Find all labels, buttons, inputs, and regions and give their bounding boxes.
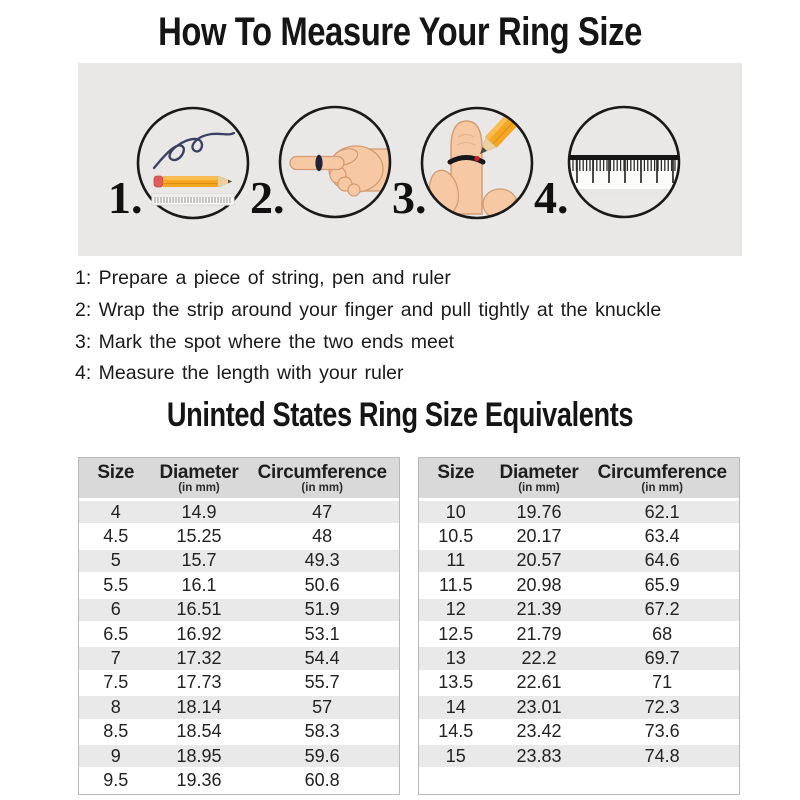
cell-size: 10 <box>445 501 466 522</box>
cell-diameter: 16.1 <box>181 574 217 595</box>
cell-diameter: 23.42 <box>516 721 562 742</box>
cell-size: 7 <box>110 648 121 669</box>
cell-circumference: 47 <box>312 501 333 522</box>
cell-circumference: 72.3 <box>644 696 680 717</box>
pencil-marking-string-icon <box>420 106 534 220</box>
cell-size: 11.5 <box>438 574 473 595</box>
cell-circumference: 74.8 <box>644 745 680 766</box>
cell-circumference: 60.8 <box>304 769 340 790</box>
table-row <box>419 696 739 720</box>
cell-size: 13 <box>445 648 466 669</box>
column-header-diameter: Diameter (in mm) <box>159 462 239 494</box>
table-row <box>419 745 739 769</box>
column-header-circumference: Circumference (in mm) <box>597 462 727 494</box>
table-row <box>79 745 399 769</box>
cell-size: 5 <box>110 550 121 571</box>
cell-size: 8.5 <box>103 721 129 742</box>
cell-diameter: 17.32 <box>176 648 222 669</box>
table-row <box>79 599 399 623</box>
table-row <box>419 501 739 525</box>
cell-size: 12.5 <box>438 623 474 644</box>
unit-note: (in mm) <box>178 482 220 494</box>
cell-diameter: 22.61 <box>516 672 562 693</box>
table-row <box>419 550 739 574</box>
ruler-icon <box>567 105 681 219</box>
cell-diameter: 23.83 <box>516 745 562 766</box>
step-2-number: 2. <box>250 172 285 223</box>
cell-size: 9.5 <box>103 769 129 790</box>
cell-diameter: 18.14 <box>176 696 222 717</box>
cell-circumference: 48 <box>312 526 333 547</box>
cell-size: 13.5 <box>438 672 474 693</box>
cell-diameter: 22.2 <box>521 648 557 669</box>
cell-size: 11 <box>446 550 466 571</box>
cell-size: 6 <box>110 599 121 620</box>
column-header-diameter: Diameter (in mm) <box>499 462 579 494</box>
table-header <box>79 458 399 501</box>
cell-circumference: 59.6 <box>304 745 340 766</box>
column-header-size: Size <box>437 462 475 483</box>
cell-circumference: 51.9 <box>304 599 340 620</box>
table-row <box>79 550 399 574</box>
cell-circumference: 54.4 <box>304 648 340 669</box>
cell-diameter: 16.92 <box>176 623 222 644</box>
table-row <box>79 721 399 745</box>
cell-diameter: 19.36 <box>176 769 222 790</box>
cell-size: 8 <box>110 696 121 717</box>
table-header <box>419 458 739 501</box>
cell-size: 9 <box>110 745 121 766</box>
cell-circumference: 71 <box>652 672 673 693</box>
cell-diameter: 16.51 <box>176 599 222 620</box>
cell-diameter: 15.7 <box>181 550 217 571</box>
cell-diameter: 14.9 <box>181 501 217 522</box>
unit-note: (in mm) <box>301 482 343 494</box>
unit-note: (in mm) <box>518 482 560 494</box>
step-3-number: 3. <box>392 172 427 223</box>
cell-circumference: 73.6 <box>644 721 680 742</box>
cell-size: 4.5 <box>103 526 129 547</box>
cell-diameter: 21.79 <box>516 623 562 644</box>
cell-diameter: 18.54 <box>176 721 222 742</box>
table-row <box>79 525 399 549</box>
table-row <box>419 647 739 671</box>
instruction-step-4: 4: Measure the length with your ruler <box>75 362 404 385</box>
cell-size: 7.5 <box>103 672 129 693</box>
instruction-step-3: 3: Mark the spot where the two ends meet <box>75 330 455 353</box>
cell-diameter: 17.73 <box>176 672 222 693</box>
cell-size: 10.5 <box>438 526 474 547</box>
cell-diameter: 21.39 <box>516 599 562 620</box>
steps-illustration-banner <box>78 63 742 256</box>
step-4-number: 4. <box>534 172 569 223</box>
size-chart-title: Uninted States Ring Size Equivalents <box>166 396 634 434</box>
table-row <box>79 647 399 671</box>
table-row <box>419 599 739 623</box>
table-body <box>79 501 399 794</box>
cell-size: 14.5 <box>438 721 474 742</box>
cell-size: 4 <box>110 501 121 522</box>
cell-circumference: 69.7 <box>644 648 680 669</box>
cell-diameter: 20.17 <box>516 526 562 547</box>
step-1-number: 1. <box>108 172 143 223</box>
ring-size-table-right <box>418 457 740 795</box>
cell-size: 14 <box>445 696 466 717</box>
cell-size: 6.5 <box>103 623 129 644</box>
page-title: How To Measure Your Ring Size <box>158 10 642 54</box>
table-row <box>419 721 739 745</box>
cell-circumference: 55.7 <box>304 672 340 693</box>
cell-diameter: 20.98 <box>516 574 562 595</box>
unit-note: (in mm) <box>641 482 683 494</box>
cell-circumference: 53.1 <box>304 623 340 644</box>
table-row <box>419 623 739 647</box>
cell-size: 15 <box>445 745 466 766</box>
table-body <box>419 501 739 769</box>
cell-circumference: 50.6 <box>304 574 340 595</box>
cell-circumference: 67.2 <box>644 599 680 620</box>
table-row <box>79 672 399 696</box>
instruction-step-1: 1: Prepare a piece of string, pen and ruler <box>75 267 451 289</box>
cell-circumference: 58.3 <box>304 721 340 742</box>
table-row <box>79 696 399 720</box>
cell-circumference: 68 <box>652 623 673 644</box>
cell-circumference: 65.9 <box>644 574 680 595</box>
cell-diameter: 15.25 <box>176 526 222 547</box>
cell-circumference: 63.4 <box>644 526 680 547</box>
cell-circumference: 62.1 <box>644 501 680 522</box>
cell-size: 5.5 <box>103 574 129 595</box>
table-row <box>79 769 399 793</box>
table-row <box>79 501 399 525</box>
table-row <box>419 672 739 696</box>
cell-circumference: 57 <box>312 696 333 717</box>
cell-diameter: 19.76 <box>516 501 562 522</box>
ring-size-table-left <box>78 457 400 795</box>
cell-circumference: 64.6 <box>644 550 680 571</box>
column-header-size: Size <box>97 462 135 483</box>
table-row <box>79 574 399 598</box>
hand-pointing-with-string-icon <box>278 105 392 219</box>
instruction-step-2: 2: Wrap the strip around your finger and pull tightly at the knuckle <box>75 298 662 321</box>
table-row <box>419 574 739 598</box>
column-header-circumference: Circumference (in mm) <box>257 462 387 494</box>
cell-circumference: 49.3 <box>304 550 340 571</box>
cell-diameter: 18.95 <box>176 745 222 766</box>
string-pencil-ruler-icon <box>136 106 250 220</box>
table-row <box>419 525 739 549</box>
cell-diameter: 23.01 <box>516 696 562 717</box>
cell-size: 12 <box>445 599 466 620</box>
cell-diameter: 20.57 <box>516 550 562 571</box>
instructions-list <box>75 263 755 390</box>
table-row <box>79 623 399 647</box>
